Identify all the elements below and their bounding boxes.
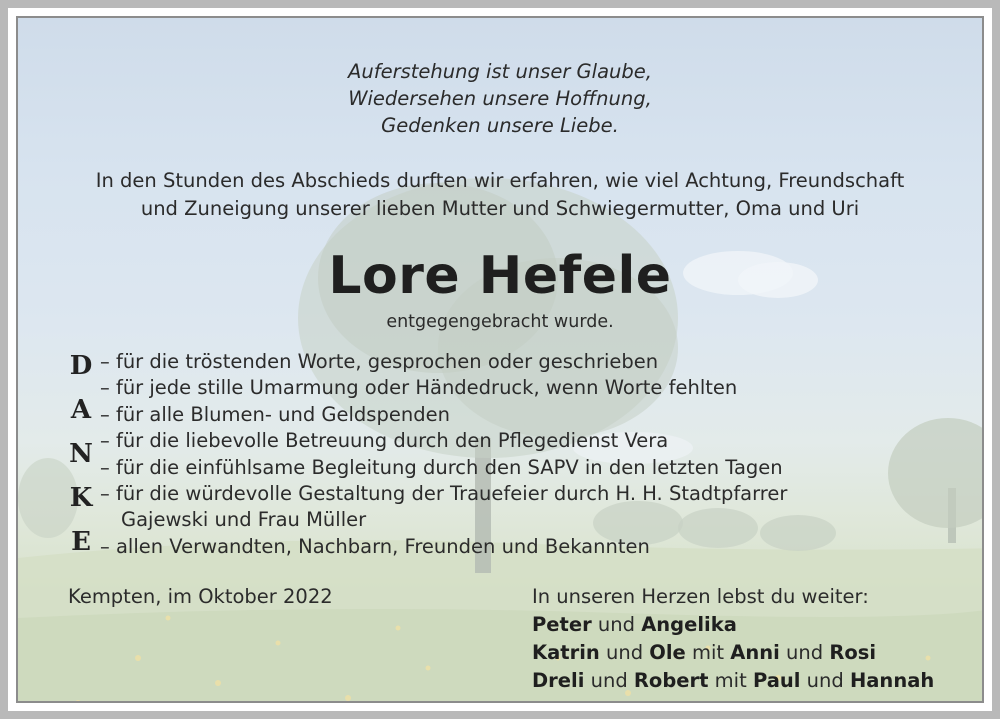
poem-line: Gedenken unsere Liebe.	[381, 114, 619, 137]
poem-line: Auferstehung ist unser Glaube,	[348, 60, 652, 83]
poem-line: Wiedersehen unsere Hoffnung,	[348, 87, 652, 110]
intro-line: In den Stunden des Abschieds durften wir erfahren, wie viel Achtung, Freundschaft	[95, 169, 905, 192]
thanks-item-continuation: Gajewski und Frau Müller	[121, 508, 367, 532]
family-name: Paul	[752, 669, 801, 692]
connector-word: und	[806, 669, 844, 692]
family-heading: In unseren Herzen lebst du weiter:	[532, 585, 869, 608]
family-name: Hannah	[849, 669, 935, 692]
thanks-item: – für jede stille Umarmung oder Händedruck, wenn Worte fehlten	[100, 376, 738, 400]
thanks-item: – für die einfühlsame Begleitung durch den SAPV in den letzten Tagen	[100, 455, 783, 479]
thanks-list	[100, 349, 787, 560]
family-name: Angelika	[641, 613, 737, 636]
family-name: Rosi	[829, 641, 877, 664]
connector-word: und	[786, 641, 824, 664]
family-row	[532, 667, 934, 695]
family-name: Peter	[532, 613, 592, 636]
thanks-item: – allen Verwandten, Nachbarn, Freunden und Bekannten	[100, 534, 650, 558]
after-name-text: entgegengebracht wurde.	[386, 312, 614, 332]
deceased-name: Lore Hefele	[328, 246, 672, 306]
family-signature	[532, 583, 934, 695]
danke-letter: K	[69, 483, 93, 513]
intro-line: und Zuneigung unserer lieben Mutter und Schwiegermutter, Oma und Uri	[140, 197, 860, 220]
danke-letter: E	[71, 527, 91, 557]
thanks-item: – für die tröstenden Worte, gesprochen oder geschrieben	[100, 350, 659, 373]
family-name: Robert	[633, 669, 709, 692]
place-date: Kempten, im Oktober 2022	[68, 585, 333, 608]
thanks-item: – für die liebevolle Betreuung durch den Pflegedienst Vera	[100, 429, 669, 453]
danke-letter: A	[70, 395, 92, 425]
connector-word: und	[597, 613, 635, 636]
connector-word: mit	[692, 641, 725, 664]
intro-text	[18, 167, 982, 223]
connector-word: mit	[714, 669, 747, 692]
connector-word: und	[590, 669, 628, 692]
family-name: Katrin	[532, 641, 600, 664]
obituary-panel	[16, 16, 984, 703]
thanks-item: – für die würdevolle Gestaltung der Trauefeier durch H. H. Stadtpfarrer	[100, 482, 788, 506]
family-name: Dreli	[532, 669, 585, 692]
danke-letter: D	[69, 351, 93, 381]
thanks-item: – für alle Blumen- und Geldspenden	[100, 402, 450, 426]
family-row	[532, 639, 934, 667]
connector-word: und	[605, 641, 644, 664]
poem	[18, 58, 982, 139]
family-name: Anni	[730, 641, 780, 664]
family-row	[532, 611, 934, 639]
family-name: Ole	[649, 641, 686, 664]
danke-letter: N	[69, 439, 93, 469]
